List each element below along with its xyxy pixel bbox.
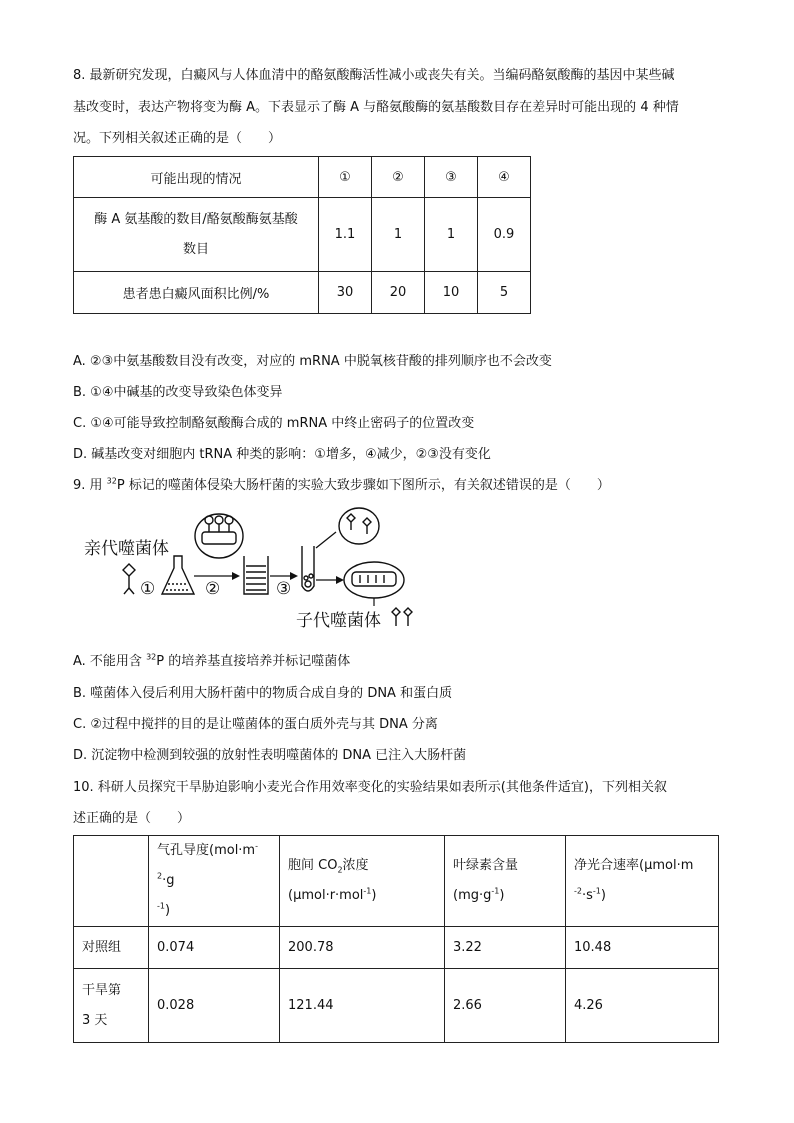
q8-table-header-situation: 可能出现的情况 bbox=[74, 157, 319, 198]
q9-option-a[interactable] bbox=[73, 652, 350, 672]
q8-table-header-1: ① bbox=[319, 157, 372, 198]
q8-table-cell: 1 bbox=[425, 198, 478, 272]
supernatant-circle-icon bbox=[339, 508, 379, 544]
q10-table-cell: 0.074 bbox=[149, 927, 280, 969]
q9-option-a-pre: A. 不能用含 bbox=[73, 654, 147, 669]
h1sup2: -1 bbox=[157, 901, 165, 911]
q8-option-d[interactable]: D. 碱基改变对细胞内 tRNA 种类的影响：①增多，④减少，②③没有变化 bbox=[73, 447, 491, 462]
h1d: ) bbox=[164, 903, 171, 918]
q8-table-header-3: ③ bbox=[425, 157, 478, 198]
h3a: 叶绿素含量 bbox=[453, 858, 519, 873]
q10-table-cell: 2.66 bbox=[445, 969, 566, 1043]
child-phage-icons bbox=[392, 608, 412, 626]
h4a: 净光合速率(μmol·m bbox=[574, 858, 694, 873]
h4b: ·s bbox=[581, 888, 593, 903]
phage-experiment-diagram bbox=[84, 506, 424, 636]
flask-icon bbox=[162, 556, 194, 594]
q8-row1-label-b: 数目 bbox=[182, 241, 209, 257]
q9-option-a-post: P 的培养基直接培养并标记噬菌体 bbox=[156, 654, 351, 669]
step1-label: ① bbox=[140, 579, 156, 599]
h2sub: 2 bbox=[337, 865, 343, 875]
h4c: ) bbox=[600, 888, 606, 903]
q8-table-cell: 10 bbox=[425, 272, 478, 314]
q9-stem-post: P 标记的噬菌体侵染大肠杆菌的实验大致步骤如下图所示，有关叙述错误的是（ ） bbox=[116, 478, 610, 493]
q9-stem-sup: 32 bbox=[106, 476, 117, 486]
h1a: 气孔导度(mol·m bbox=[157, 843, 256, 858]
step2-label: ② bbox=[205, 579, 221, 599]
h1sup1: -2 bbox=[157, 841, 258, 881]
q8-stem-line1: 8. 最新研究发现，白癜风与人体血清中的酪氨酸酶活性减小或丧失有关。当编码酪氨酸酶的基因中某些碱 bbox=[73, 68, 675, 83]
q10-header-stomatal bbox=[149, 836, 280, 927]
q8-table-row1-label bbox=[74, 198, 319, 272]
q10-row2-label bbox=[74, 969, 149, 1043]
h2b: 浓度 bbox=[342, 858, 369, 873]
q10-row2-label-b: 3 天 bbox=[82, 1012, 108, 1028]
q10-row2-label-a: 干旱第 bbox=[82, 982, 122, 998]
h2d: ) bbox=[371, 888, 377, 903]
q10-table-cell: 10.48 bbox=[566, 927, 719, 969]
q8-table-cell: 20 bbox=[372, 272, 425, 314]
h3c: ) bbox=[499, 888, 505, 903]
q8-table-cell: 1.1 bbox=[319, 198, 372, 272]
q8-table-header-4: ④ bbox=[478, 157, 531, 198]
q10-stem-line1: 10. 科研人员探究干旱胁迫影响小麦光合作用效率变化的实验结果如表所示(其他条件适宜)，下列相关叙 bbox=[73, 780, 667, 795]
arrow-1-head bbox=[232, 572, 240, 580]
h4sup2: -1 bbox=[592, 886, 601, 896]
q10-table bbox=[73, 835, 719, 1043]
precipitate-circle-icon bbox=[344, 562, 404, 598]
h2a: 胞间 CO bbox=[288, 858, 338, 873]
arrow-3b-head bbox=[336, 576, 344, 584]
q10-table-cell: 4.26 bbox=[566, 969, 719, 1043]
q8-stem-line3: 况。下列相关叙述正确的是（ ） bbox=[73, 131, 282, 146]
q10-row1-label: 对照组 bbox=[74, 927, 149, 969]
q10-header-photosynthesis bbox=[566, 836, 719, 927]
h4sup1: -2 bbox=[574, 886, 582, 896]
beaker-icon bbox=[244, 556, 268, 594]
q10-table-cell: 3.22 bbox=[445, 927, 566, 969]
q8-table-cell: 0.9 bbox=[478, 198, 531, 272]
q10-header-co2 bbox=[280, 836, 445, 927]
q8-option-b[interactable]: B. ①④中碱基的改变导致染色体变异 bbox=[73, 385, 283, 400]
q8-table-header-2: ② bbox=[372, 157, 425, 198]
q10-table-corner bbox=[74, 836, 149, 927]
arrow-3a bbox=[316, 532, 336, 548]
q10-header-chlorophyll bbox=[445, 836, 566, 927]
q8-table-cell: 30 bbox=[319, 272, 372, 314]
q10-table-cell: 200.78 bbox=[280, 927, 445, 969]
q8-option-c[interactable]: C. ①④可能导致控制酪氨酸酶合成的 mRNA 中终止密码子的位置改变 bbox=[73, 416, 475, 431]
q8-table-cell: 5 bbox=[478, 272, 531, 314]
q8-table-cell: 1 bbox=[372, 198, 425, 272]
h2sup: -1 bbox=[363, 886, 372, 896]
q9-option-d[interactable]: D. 沉淀物中检测到较强的放射性表明噬菌体的 DNA 已注入大肠杆菌 bbox=[73, 748, 467, 763]
q10-table-cell: 0.028 bbox=[149, 969, 280, 1043]
q10-table-cell: 121.44 bbox=[280, 969, 445, 1043]
q8-table bbox=[73, 156, 531, 314]
h2c: (μmol·r·mol bbox=[288, 888, 364, 903]
q8-row1-label-a: 酶 A 氨基酸的数目/酪氨酸酶氨基酸 bbox=[94, 211, 298, 227]
q8-table-row2-label: 患者患白癜风面积比例/% bbox=[74, 272, 319, 314]
h3b: (mg·g bbox=[453, 888, 492, 903]
q8-stem-line2: 基改变时，表达产物将变为酶 A。下表显示了酶 A 与酪氨酸酶的氨基酸数目存在差异时可能出现的 4 种情 bbox=[73, 100, 679, 115]
parent-phage-label: 亲代噬菌体 bbox=[84, 539, 169, 559]
test-tube-icon bbox=[302, 546, 314, 591]
parent-phage-icon bbox=[123, 564, 135, 594]
q9-stem-pre: 9. 用 bbox=[73, 478, 107, 493]
infection-circle-icon bbox=[195, 514, 243, 558]
q9-option-c[interactable]: C. ②过程中搅拌的目的是让噬菌体的蛋白质外壳与其 DNA 分离 bbox=[73, 717, 438, 732]
q9-stem bbox=[73, 476, 610, 496]
step3-label: ③ bbox=[276, 579, 292, 599]
q8-option-a[interactable]: A. ②③中氨基酸数目没有改变，对应的 mRNA 中脱氧核苷酸的排列顺序也不会改变 bbox=[73, 354, 552, 369]
q9-option-a-sup: 32 bbox=[146, 652, 157, 662]
q10-stem-line2: 述正确的是（ ） bbox=[73, 811, 191, 826]
h3sup: -1 bbox=[491, 886, 500, 896]
child-phage-label: 子代噬菌体 bbox=[296, 611, 381, 631]
h1b: ·g bbox=[162, 873, 175, 888]
q9-option-b[interactable]: B. 噬菌体入侵后利用大肠杆菌中的物质合成自身的 DNA 和蛋白质 bbox=[73, 686, 453, 701]
